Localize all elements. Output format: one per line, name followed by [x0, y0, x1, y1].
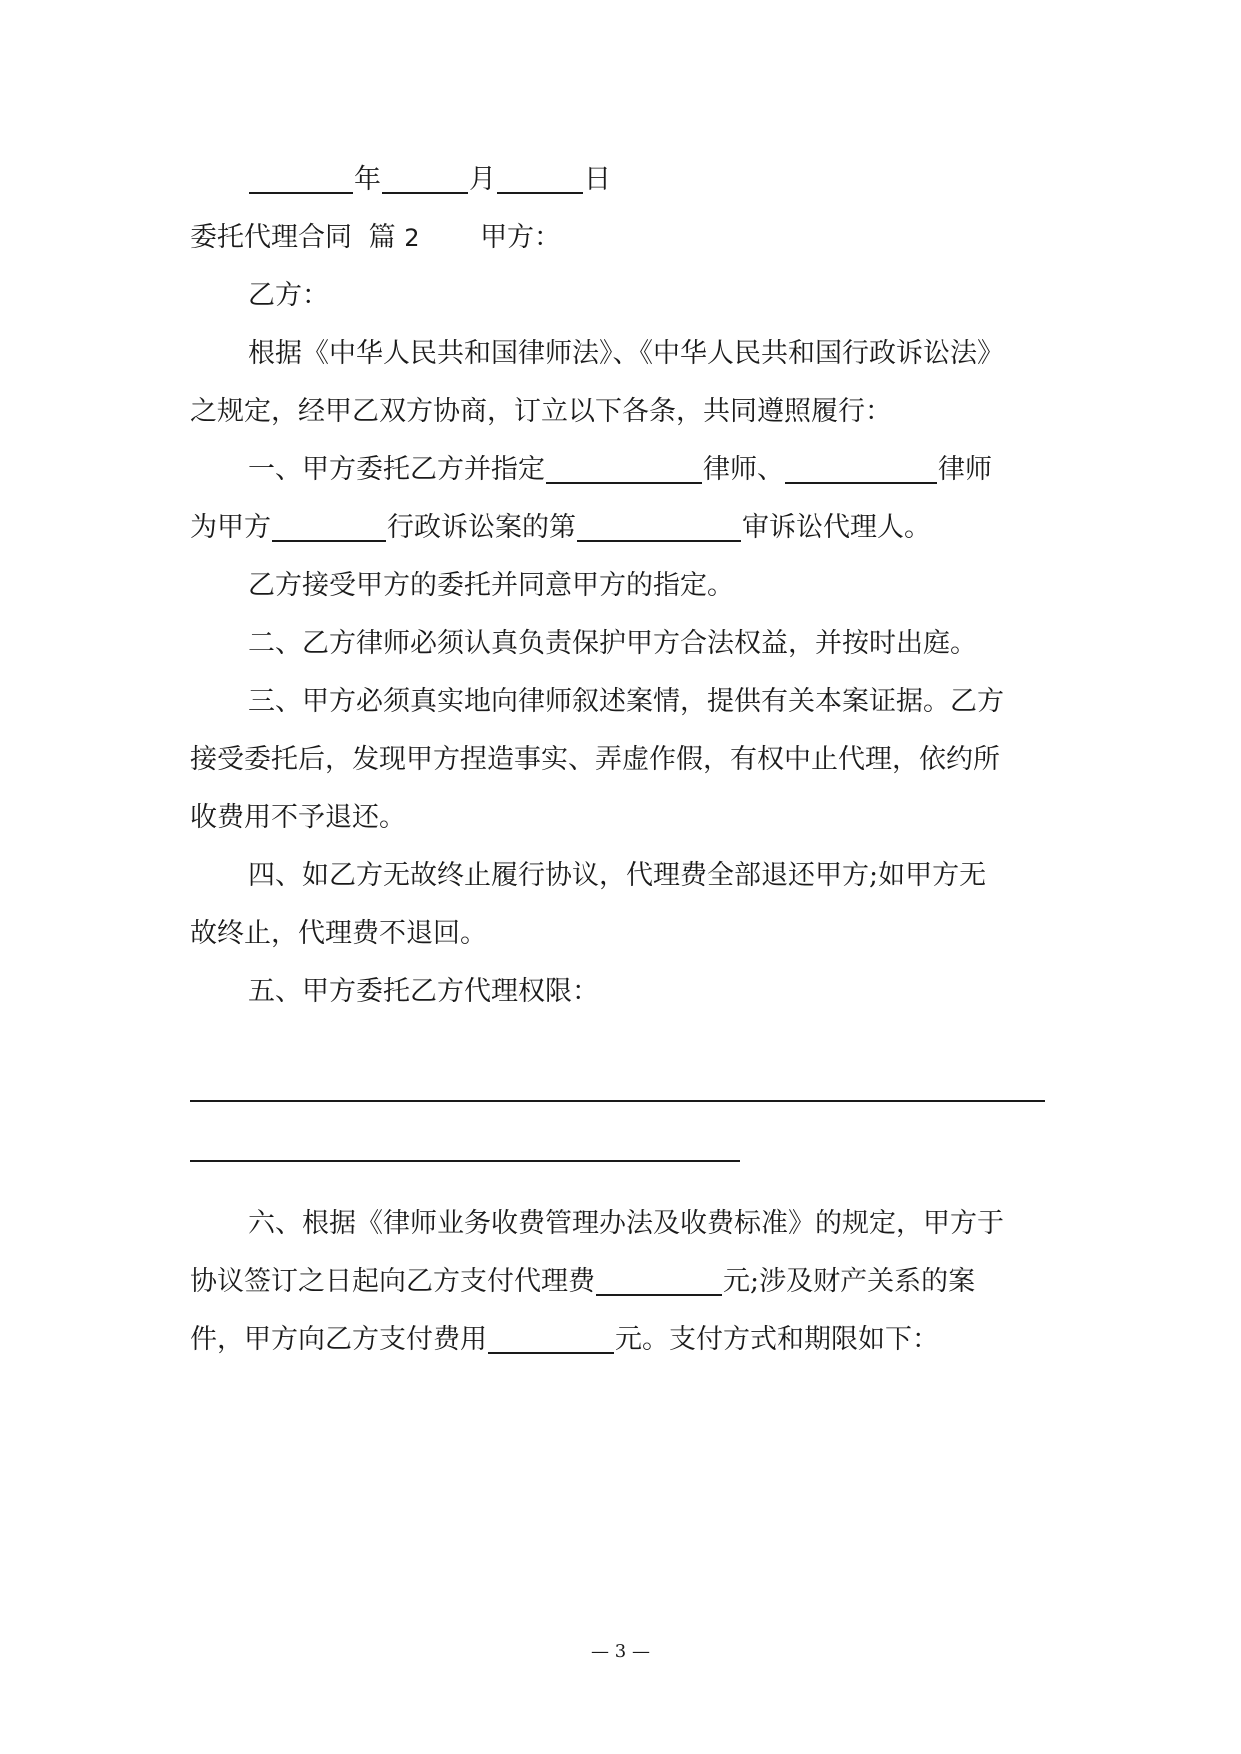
party-b-label: 乙方： — [248, 280, 329, 311]
date-line: 年 月 日 — [248, 160, 1128, 200]
party-a-label: 甲方： — [480, 222, 562, 253]
contract-heading — [190, 218, 1070, 258]
clause1-line-2: 为甲方 行政诉讼案的第 审诉讼代理人。 — [190, 512, 931, 543]
month-blank[interactable] — [382, 162, 468, 194]
agency-fee-blank[interactable] — [596, 1264, 722, 1296]
property-fee-blank[interactable] — [488, 1322, 614, 1354]
part-number: 2 — [404, 224, 420, 252]
year-blank[interactable] — [249, 162, 353, 194]
accept-paragraph: 乙方接受甲方的委托并同意甲方的指定。 — [248, 570, 734, 601]
lawyer-2-blank[interactable] — [785, 452, 937, 484]
intro-line-1: 根据《中华人民共和国律师法》、《中华人民共和国行政诉讼法》 — [248, 338, 1004, 369]
page-number: — 3 — — [591, 1641, 650, 1662]
lawyer-1-blank[interactable] — [546, 452, 702, 484]
clause3-line-3: 收费用不予退还。 — [190, 802, 406, 833]
clause2-paragraph: 二、乙方律师必须认真负责保护甲方合法权益，并按时出庭。 — [248, 628, 977, 659]
clause6-line-2: 协议签订之日起向乙方支付代理费 元;涉及财产关系的案 — [190, 1266, 976, 1297]
instance-blank[interactable] — [577, 510, 741, 542]
clause6-line-3: 件，甲方向乙方支付费用 元。支付方式和期限如下： — [190, 1324, 939, 1355]
intro-line-2: 之规定，经甲乙双方协商，订立以下各条，共同遵照履行： — [190, 396, 892, 427]
part-label: 篇 — [368, 222, 396, 253]
contract-title: 委托代理合同 — [190, 222, 352, 253]
clause5-paragraph: 五、甲方委托乙方代理权限： — [248, 976, 599, 1007]
clause4-line-1: 四、如乙方无故终止履行协议，代理费全部退还甲方;如甲方无 — [248, 860, 987, 891]
authority-blank-line-2[interactable] — [190, 1160, 740, 1162]
clause1-line-1: 一、甲方委托乙方并指定 律师、 律师 — [248, 454, 992, 485]
clause3-line-1: 三、甲方必须真实地向律师叙述案情，提供有关本案证据。乙方 — [248, 686, 1004, 717]
clause4-line-2: 故终止，代理费不退回。 — [190, 918, 487, 949]
case-blank[interactable] — [272, 510, 386, 542]
clause6-line-1: 六、根据《律师业务收费管理办法及收费标准》的规定，甲方于 — [248, 1208, 1004, 1239]
clause3-line-2: 接受委托后，发现甲方捏造事实、弄虚作假，有权中止代理，依约所 — [190, 744, 1000, 775]
authority-blank-line-1[interactable] — [190, 1100, 1045, 1102]
day-blank[interactable] — [497, 162, 583, 194]
